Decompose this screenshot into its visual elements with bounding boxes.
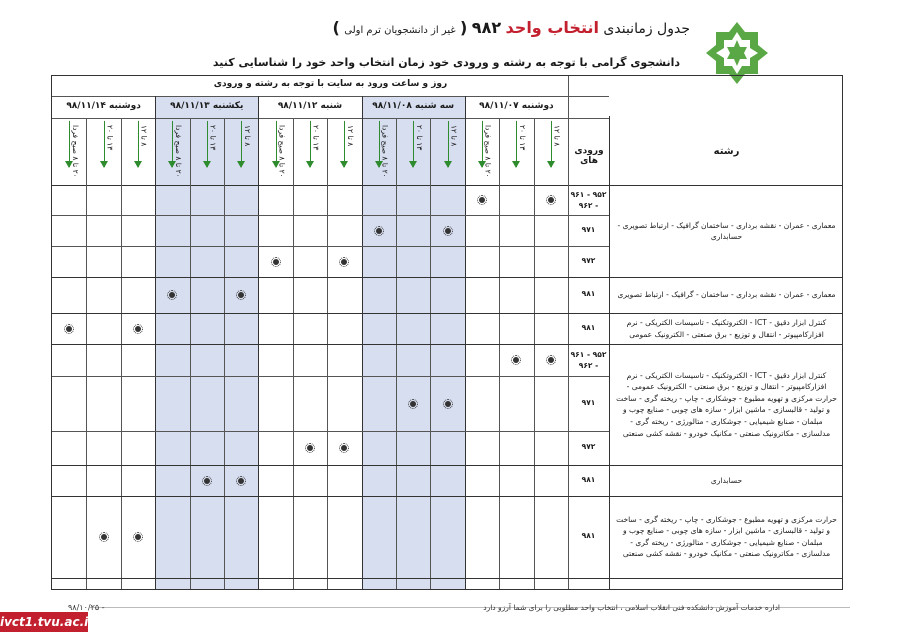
page-subtitle: دانشجوی گرامی با توجه به رشته و ورودی خود زمان انتخاب واحد خود را شناسایی کنید bbox=[212, 56, 680, 69]
site-url: ivct1.tvu.ac.ir bbox=[0, 612, 88, 632]
schedule-mark-icon bbox=[238, 292, 244, 298]
title-close-paren: ) bbox=[332, 18, 340, 37]
schedule-mark-icon bbox=[445, 228, 451, 234]
time-slot-label: ۲۰ تا ۸ صبح فردا bbox=[70, 125, 80, 178]
horizontal-rule bbox=[52, 185, 843, 186]
entries-cell: ۹۷۲ bbox=[581, 255, 596, 265]
time-slot-header bbox=[258, 119, 292, 183]
major-cell: کنترل ابزار دقیق - ICT - الکتروتکنیک - تاسیسات الکتریکی - نرم افزارکامپیوتر - انتقال و توزیع - برق صنعتی - الکترونیک عمومی - حرارت مرکزی و تهویه مطبوع - جوشکاری - چاپ - ریخته گری - ساخت و تولید - قالبسازی - ماشین ابزار - سازه های چوبی - صنایع چوب و مبلمان - صنایع شیمیایی - جوشکاری - متالورژی - ریخته گری - مدلسازی - مکاترونیک صنعتی - مکانیک خودرو - نقشه کشی صنعتی bbox=[616, 370, 837, 438]
horizontal-rule bbox=[52, 496, 609, 497]
time-slot-header bbox=[396, 119, 430, 183]
time-slot-label: ۱۳ تا ۲۰ bbox=[518, 125, 528, 151]
horizontal-rule bbox=[609, 496, 843, 497]
time-slot-label: ۱۳ تا ۲۰ bbox=[208, 125, 218, 151]
vertical-rule bbox=[430, 118, 431, 590]
schedule-mark-icon bbox=[204, 478, 210, 484]
schedule-mark-icon bbox=[445, 401, 451, 407]
time-slot-header bbox=[362, 119, 396, 183]
horizontal-rule bbox=[609, 313, 843, 314]
horizontal-rule bbox=[609, 578, 843, 579]
schedule-mark-icon bbox=[479, 197, 485, 203]
day-name: یکشنبه bbox=[212, 101, 244, 111]
day-header bbox=[362, 101, 465, 111]
major-column-header: رشته bbox=[713, 146, 740, 157]
vertical-rule bbox=[568, 76, 569, 590]
horizontal-rule bbox=[52, 313, 609, 314]
horizontal-rule bbox=[52, 215, 609, 216]
time-slot-header bbox=[327, 119, 361, 183]
major-cell: معماری - عمران - نقشه برداری - ساختمان - گرافیک - ارتباط تصویری bbox=[617, 290, 836, 299]
time-slot-header bbox=[430, 119, 464, 183]
day-date: ۹۸/۱۱/۱۲ bbox=[277, 101, 318, 111]
day-name: سه شنبه bbox=[414, 101, 455, 111]
entries-cell: ۹۷۱ bbox=[581, 224, 596, 234]
schedule-mark-icon bbox=[513, 357, 519, 363]
entries-cell: ۹۵۲ - ۹۶۱ - ۹۶۲ bbox=[570, 190, 607, 210]
time-slot-header bbox=[190, 119, 224, 183]
time-slot-label: ۸ تا ۱۲ bbox=[346, 125, 356, 147]
schedule-mark-icon bbox=[548, 197, 554, 203]
time-slot-label: ۲۰ تا ۸ صبح فردا bbox=[483, 125, 493, 178]
horizontal-rule bbox=[52, 578, 609, 579]
vertical-rule bbox=[190, 118, 191, 590]
page-title bbox=[270, 18, 690, 37]
day-date: ۹۸/۱۱/۱۳ bbox=[170, 101, 210, 111]
vertical-rule bbox=[609, 116, 610, 590]
day-header bbox=[155, 101, 258, 111]
horizontal-rule bbox=[52, 431, 609, 432]
vertical-rule bbox=[396, 118, 397, 590]
title-open-paren: ( bbox=[460, 18, 468, 37]
entries-cell: ۹۸۱ bbox=[581, 289, 596, 298]
vertical-rule bbox=[224, 118, 225, 590]
entries-cell: ۹۷۲ bbox=[581, 442, 596, 451]
title-note: غیر از دانشجویان ترم اولی bbox=[344, 25, 456, 36]
schedule-mark-icon bbox=[307, 445, 313, 451]
time-slot-header bbox=[465, 119, 499, 183]
horizontal-rule bbox=[609, 344, 843, 345]
major-cell: حسابداری bbox=[710, 475, 743, 485]
horizontal-rule bbox=[609, 277, 843, 278]
schedule-mark-icon bbox=[101, 534, 107, 540]
schedule-caption: روز و ساعت ورود به سایت با توجه به رشته و ورودی bbox=[213, 79, 448, 89]
time-slot-label: ۸ تا ۱۲ bbox=[449, 125, 459, 147]
horizontal-rule bbox=[52, 465, 609, 466]
horizontal-rule bbox=[52, 344, 609, 345]
schedule-mark-icon bbox=[548, 357, 554, 363]
title-highlight: انتخاب واحد bbox=[505, 18, 599, 37]
entries-cell: ۹۸۱ bbox=[581, 322, 596, 332]
vertical-rule bbox=[293, 118, 294, 590]
footer-text: اداره خدمات آموزش دانشکده فنی انقلاب اسلامی ، انتخاب واحد مطلوبی را برای شما آرزو دارد bbox=[483, 603, 780, 612]
day-date: ۹۸/۱۱/۱۴ bbox=[66, 101, 106, 111]
schedule-mark-icon bbox=[169, 292, 175, 298]
entries-cell: ۹۷۱ bbox=[581, 397, 596, 407]
time-slot-header bbox=[52, 119, 86, 183]
time-slot-header bbox=[499, 119, 533, 183]
schedule-mark-icon bbox=[341, 445, 347, 451]
day-name: شنبه bbox=[320, 101, 343, 111]
schedule-mark-icon bbox=[410, 401, 416, 407]
schedule-mark-icon bbox=[341, 259, 347, 265]
day-header bbox=[465, 101, 568, 111]
schedule-table bbox=[51, 75, 843, 590]
major-cell: کنترل ابزار دقیق - ICT - الکتروتکنیک - تاسیسات الکتریکی - نرم افزارکامپیوتر - انتقال و توزیع - برق صنعتی - الکترونیک عمومی bbox=[626, 318, 827, 339]
time-slot-label: ۸ تا ۱۲ bbox=[139, 125, 149, 147]
day-name: دوشنبه bbox=[109, 101, 141, 111]
horizontal-rule bbox=[609, 465, 843, 466]
time-slot-header bbox=[534, 119, 568, 183]
time-slot-label: ۲۰ تا ۸ صبح فردا bbox=[174, 125, 184, 178]
time-slot-header bbox=[121, 119, 155, 183]
major-cell: معماری - عمران - نقشه برداری - ساختمان گرافیک - ارتباط تصویری - حسابداری bbox=[617, 220, 836, 242]
schedule-mark-icon bbox=[135, 534, 141, 540]
time-slot-header bbox=[155, 119, 189, 183]
day-date: ۹۸/۱۱/۰۸ bbox=[372, 101, 412, 111]
horizontal-rule bbox=[52, 376, 609, 377]
vertical-rule bbox=[121, 118, 122, 590]
time-slot-header bbox=[86, 119, 120, 183]
entries-cell: ۹۸۱ bbox=[581, 474, 596, 484]
time-slot-label: ۲۰ تا ۸ صبح فردا bbox=[277, 125, 287, 178]
time-slot-header bbox=[224, 119, 258, 183]
day-header bbox=[258, 101, 361, 111]
title-prefix: جدول زمانبندی bbox=[603, 21, 690, 37]
schedule-mark-icon bbox=[273, 259, 279, 265]
time-slot-label: ۱۳ تا ۲۰ bbox=[414, 125, 424, 151]
vertical-rule bbox=[534, 118, 535, 590]
entries-cell: ۹۵۲ - ۹۶۱ - ۹۶۲ bbox=[570, 350, 607, 370]
day-date: ۹۸/۱۱/۰۷ bbox=[479, 101, 519, 111]
time-slot-label: ۸ تا ۱۲ bbox=[552, 125, 562, 147]
schedule-mark-icon bbox=[66, 326, 72, 332]
horizontal-rule bbox=[52, 96, 609, 97]
title-term: ۹۸۲ bbox=[471, 18, 502, 37]
day-header bbox=[52, 101, 155, 111]
vertical-rule bbox=[499, 118, 500, 590]
schedule-mark-icon bbox=[135, 326, 141, 332]
schedule-mark-icon bbox=[238, 478, 244, 484]
time-slot-label: ۱۳ تا ۲۰ bbox=[311, 125, 321, 151]
time-slot-label: ۸ تا ۱۲ bbox=[242, 125, 252, 147]
horizontal-rule bbox=[52, 277, 609, 278]
time-slot-header bbox=[293, 119, 327, 183]
time-slot-label: ۱۳ تا ۲۰ bbox=[105, 125, 115, 151]
day-name: دوشنبه bbox=[521, 101, 554, 111]
entries-cell: ۹۸۱ bbox=[581, 531, 596, 540]
horizontal-rule bbox=[52, 246, 609, 247]
schedule-mark-icon bbox=[376, 228, 382, 234]
vertical-rule bbox=[327, 118, 328, 590]
page-code: ۹۸/۱۰/۲۵ - bbox=[68, 603, 105, 612]
major-cell: حرارت مرکزی و تهویه مطبوع - جوشکاری - چاپ - ریخته گری - ساخت و تولید - قالبسازی - ماشین ابزار - سازه های چوبی - صنایع چوب و مبلمان - صنایع شیمیایی - جوشکاری - متالورژی - ریخته گری - مدلسازی - مکاترونیک صنعتی - مکانیک خودرو - نقشه کشی صنعتی bbox=[616, 514, 837, 559]
vertical-rule bbox=[86, 118, 87, 590]
entries-column-header: ورودی های bbox=[574, 146, 604, 166]
time-slot-label: ۲۰ تا ۸ صبح فردا bbox=[380, 125, 390, 178]
